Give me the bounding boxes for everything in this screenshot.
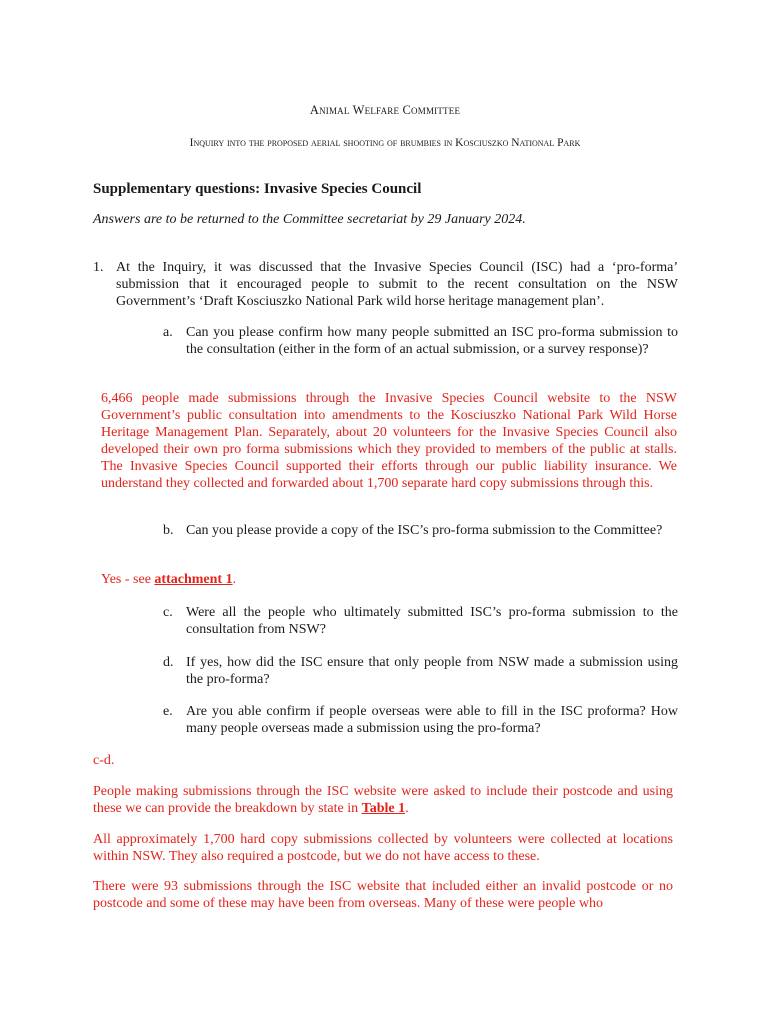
answer-cd-p1-suffix: . [405,801,409,816]
section-heading: Supplementary questions: Invasive Species Council [93,181,422,197]
attachment-1-link[interactable]: attachment 1 [154,572,233,587]
question-1 [93,259,678,310]
subquestion-text: Can you please confirm how many people submitted an ISC pro-forma submission to the consultation (either in the form of an actual submission, or a survey response)? [186,325,678,357]
subquestion-e [163,703,678,737]
subquestion-label: b. [163,523,174,538]
subquestion-text: Can you please provide a copy of the ISC’s pro-forma submission to the Committee? [186,523,663,538]
subquestion-a [163,324,678,358]
answer-cd-paragraph-3: There were 93 submissions through the ISC website that included either an invalid postcode or no postcode and some of these may have been from overseas. Many of these were people who [93,879,673,911]
subquestion-d [163,654,678,688]
answer-b [101,571,236,588]
subquestion-b [163,522,678,539]
answer-cd-label: c-d. [93,753,115,768]
deadline-note: Answers are to be returned to the Committee secretariat by 29 January 2024. [93,212,526,227]
question-number: 1. [93,260,104,275]
answer-b-prefix: Yes - see [101,572,155,587]
subquestion-text: Are you able confirm if people overseas were able to fill in the ISC proforma? How many people overseas made a submission using the pro-forma? [186,704,678,736]
subquestion-label: a. [163,325,173,340]
subquestion-text: Were all the people who ultimately submitted ISC’s pro-forma submission to the consultation from NSW? [186,605,678,637]
answer-b-suffix: . [232,572,237,587]
answer-cd-paragraph-1 [93,783,673,817]
inquiry-subtitle: Inquiry into the proposed aerial shooting of brumbies in Kosciuszko National Park [189,137,581,149]
answer-cd-paragraph-2: All approximately 1,700 hard copy submissions collected by volunteers were collected at locations within NSW. They also required a postcode, but we do not have access to these. [93,832,673,864]
question-text: At the Inquiry, it was discussed that the Invasive Species Council (ISC) had a ‘pro-forma’ submission that it encouraged people to submit to the recent consultation on the NSW Government’s ‘Draft Kosciuszko National Park wild horse heritage management plan’. [116,260,678,309]
answer-a: 6,466 people made submissions through the Invasive Species Council website to the NSW Government’s public consultation into amendments to the Kosciuszko National Park Wild Horse Heritage Management Plan. Separately, about 20 volunteers for the Invasive Species Council also developed their own pro forma submissions which they provided to members of the public at stalls. The Invasive Species Council supported their efforts through our public liability insurance. We understand they collected and forwarded about 1,700 separate hard copy submissions through this. [101,391,677,491]
subquestion-text: If yes, how did the ISC ensure that only people from NSW made a submission using the pro-forma? [186,655,678,687]
subquestion-label: c. [163,605,173,620]
subquestion-label: d. [163,655,174,670]
table-1-link[interactable]: Table 1 [361,801,406,816]
subquestion-label: e. [163,704,173,719]
subquestion-c [163,604,678,638]
answer-cd-p1-text: People making submissions through the ISC website were asked to include their postcode and using these we can provide the breakdown by state in [93,784,673,816]
committee-title: Animal Welfare Committee [309,103,461,117]
